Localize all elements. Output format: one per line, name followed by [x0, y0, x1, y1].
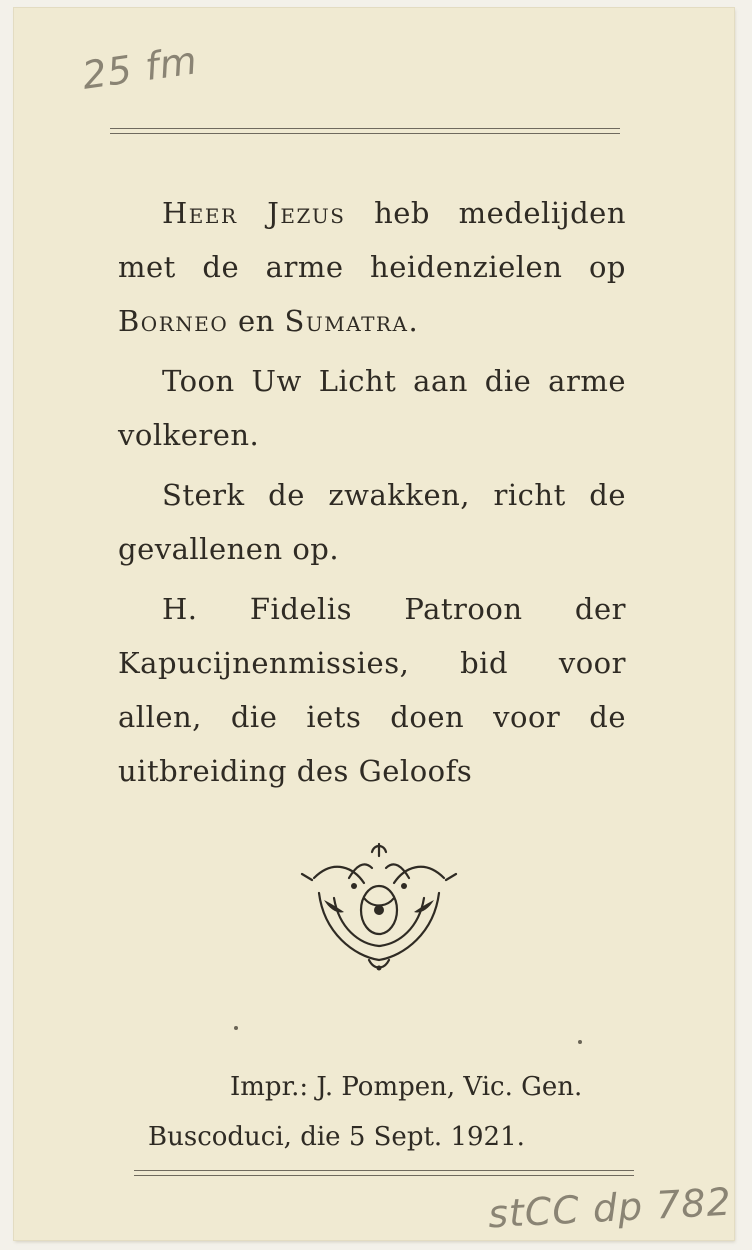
handwritten-note-bottom: stCC dp 782 — [487, 1179, 733, 1237]
prayer-paragraph-3: Sterk de zwakken, richt de gevallenen op. — [118, 478, 626, 566]
prayer-place-sumatra: Sumatra. — [284, 304, 420, 338]
prayer-paragraph-2: Toon Uw Licht aan die arme volkeren. — [118, 364, 626, 452]
imprimatur-line-2: Buscoduci, die 5 Sept. 1921. — [148, 1122, 525, 1152]
prayer-paragraph-1 — [118, 186, 626, 348]
floral-ornament-icon — [294, 838, 464, 978]
prayer-text — [118, 186, 626, 804]
imprimatur-block — [118, 1062, 638, 1162]
bottom-divider — [134, 1170, 634, 1176]
prayer-card — [14, 8, 734, 1240]
ink-speck — [578, 1040, 582, 1044]
ink-speck — [234, 1026, 238, 1030]
prayer-place-borneo: Borneo — [118, 304, 229, 338]
prayer-paragraph-4: H. Fidelis Patroon der Kapucijnenmissies, bid voor allen, die iets doen voor de uitbreiding des Geloofs — [118, 592, 626, 788]
prayer-text-1b: en — [228, 304, 285, 338]
prayer-name-heer-jezus: Heer Jezus — [162, 196, 346, 230]
imprimatur-line-1: Impr.: J. Pompen, Vic. Gen. — [230, 1072, 583, 1102]
prayer-text-1a: heb medelijden met de arme heidenzielen op — [118, 196, 626, 284]
top-divider — [110, 128, 620, 134]
handwritten-note-top: 25 fm — [79, 38, 201, 98]
